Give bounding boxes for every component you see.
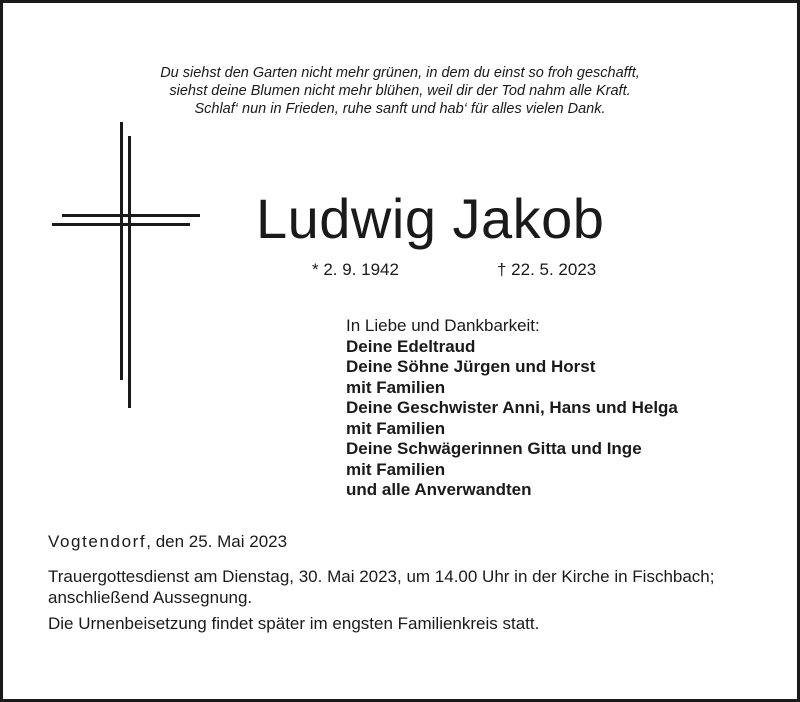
cross-horizontal-upper	[62, 214, 200, 217]
burial-info: Die Urnenbeisetzung findet später im engsten Familienkreis statt.	[48, 614, 540, 633]
place-date-text: , den 25. Mai 2023	[146, 532, 288, 551]
poem-line: Schlaf‘ nun in Frieden, ruhe sanft und hab‘ für alles vielen Dank.	[194, 101, 606, 117]
mourners-intro: In Liebe und Dankbarkeit:	[346, 316, 540, 335]
cross-vertical-inner	[128, 136, 131, 408]
mourner-line: Deine Edeltraud	[346, 336, 476, 356]
cross-horizontal-lower	[52, 223, 190, 226]
place-date	[48, 531, 287, 553]
birth-date: * 2. 9. 1942	[312, 260, 399, 279]
poem-line: siehst deine Blumen nicht mehr blühen, weil dir der Tod nahm alle Kraft.	[169, 83, 631, 99]
place-town: Vogtendorf	[48, 532, 147, 551]
mourner-line: Deine Geschwister Anni, Hans und Helga	[346, 398, 678, 417]
memorial-poem	[0, 64, 800, 118]
service-info: Trauergottesdienst am Dienstag, 30. Mai 2023, um 14.00 Uhr in der Kirche in Fischbach; anschließend Aussegnung.	[48, 567, 715, 607]
mourner-line: Deine Schwägerinnen Gitta und Inge	[346, 439, 642, 458]
poem-line: Du siehst den Garten nicht mehr grünen, in dem du einst so froh geschafft,	[160, 65, 640, 81]
mourner-line: mit Familien	[346, 459, 446, 479]
mourner-line: mit Familien	[346, 377, 446, 397]
mourners-block	[346, 316, 678, 501]
cross-icon	[50, 122, 210, 412]
death-date: † 22. 5. 2023	[497, 260, 597, 279]
mourner-line: mit Familien	[346, 418, 446, 438]
mourner-line: Deine Söhne Jürgen und Horst	[346, 357, 596, 376]
deceased-name: Ludwig Jakob	[256, 187, 605, 250]
cross-vertical-outer	[120, 122, 123, 380]
mourner-line: und alle Anverwandten	[346, 480, 532, 499]
